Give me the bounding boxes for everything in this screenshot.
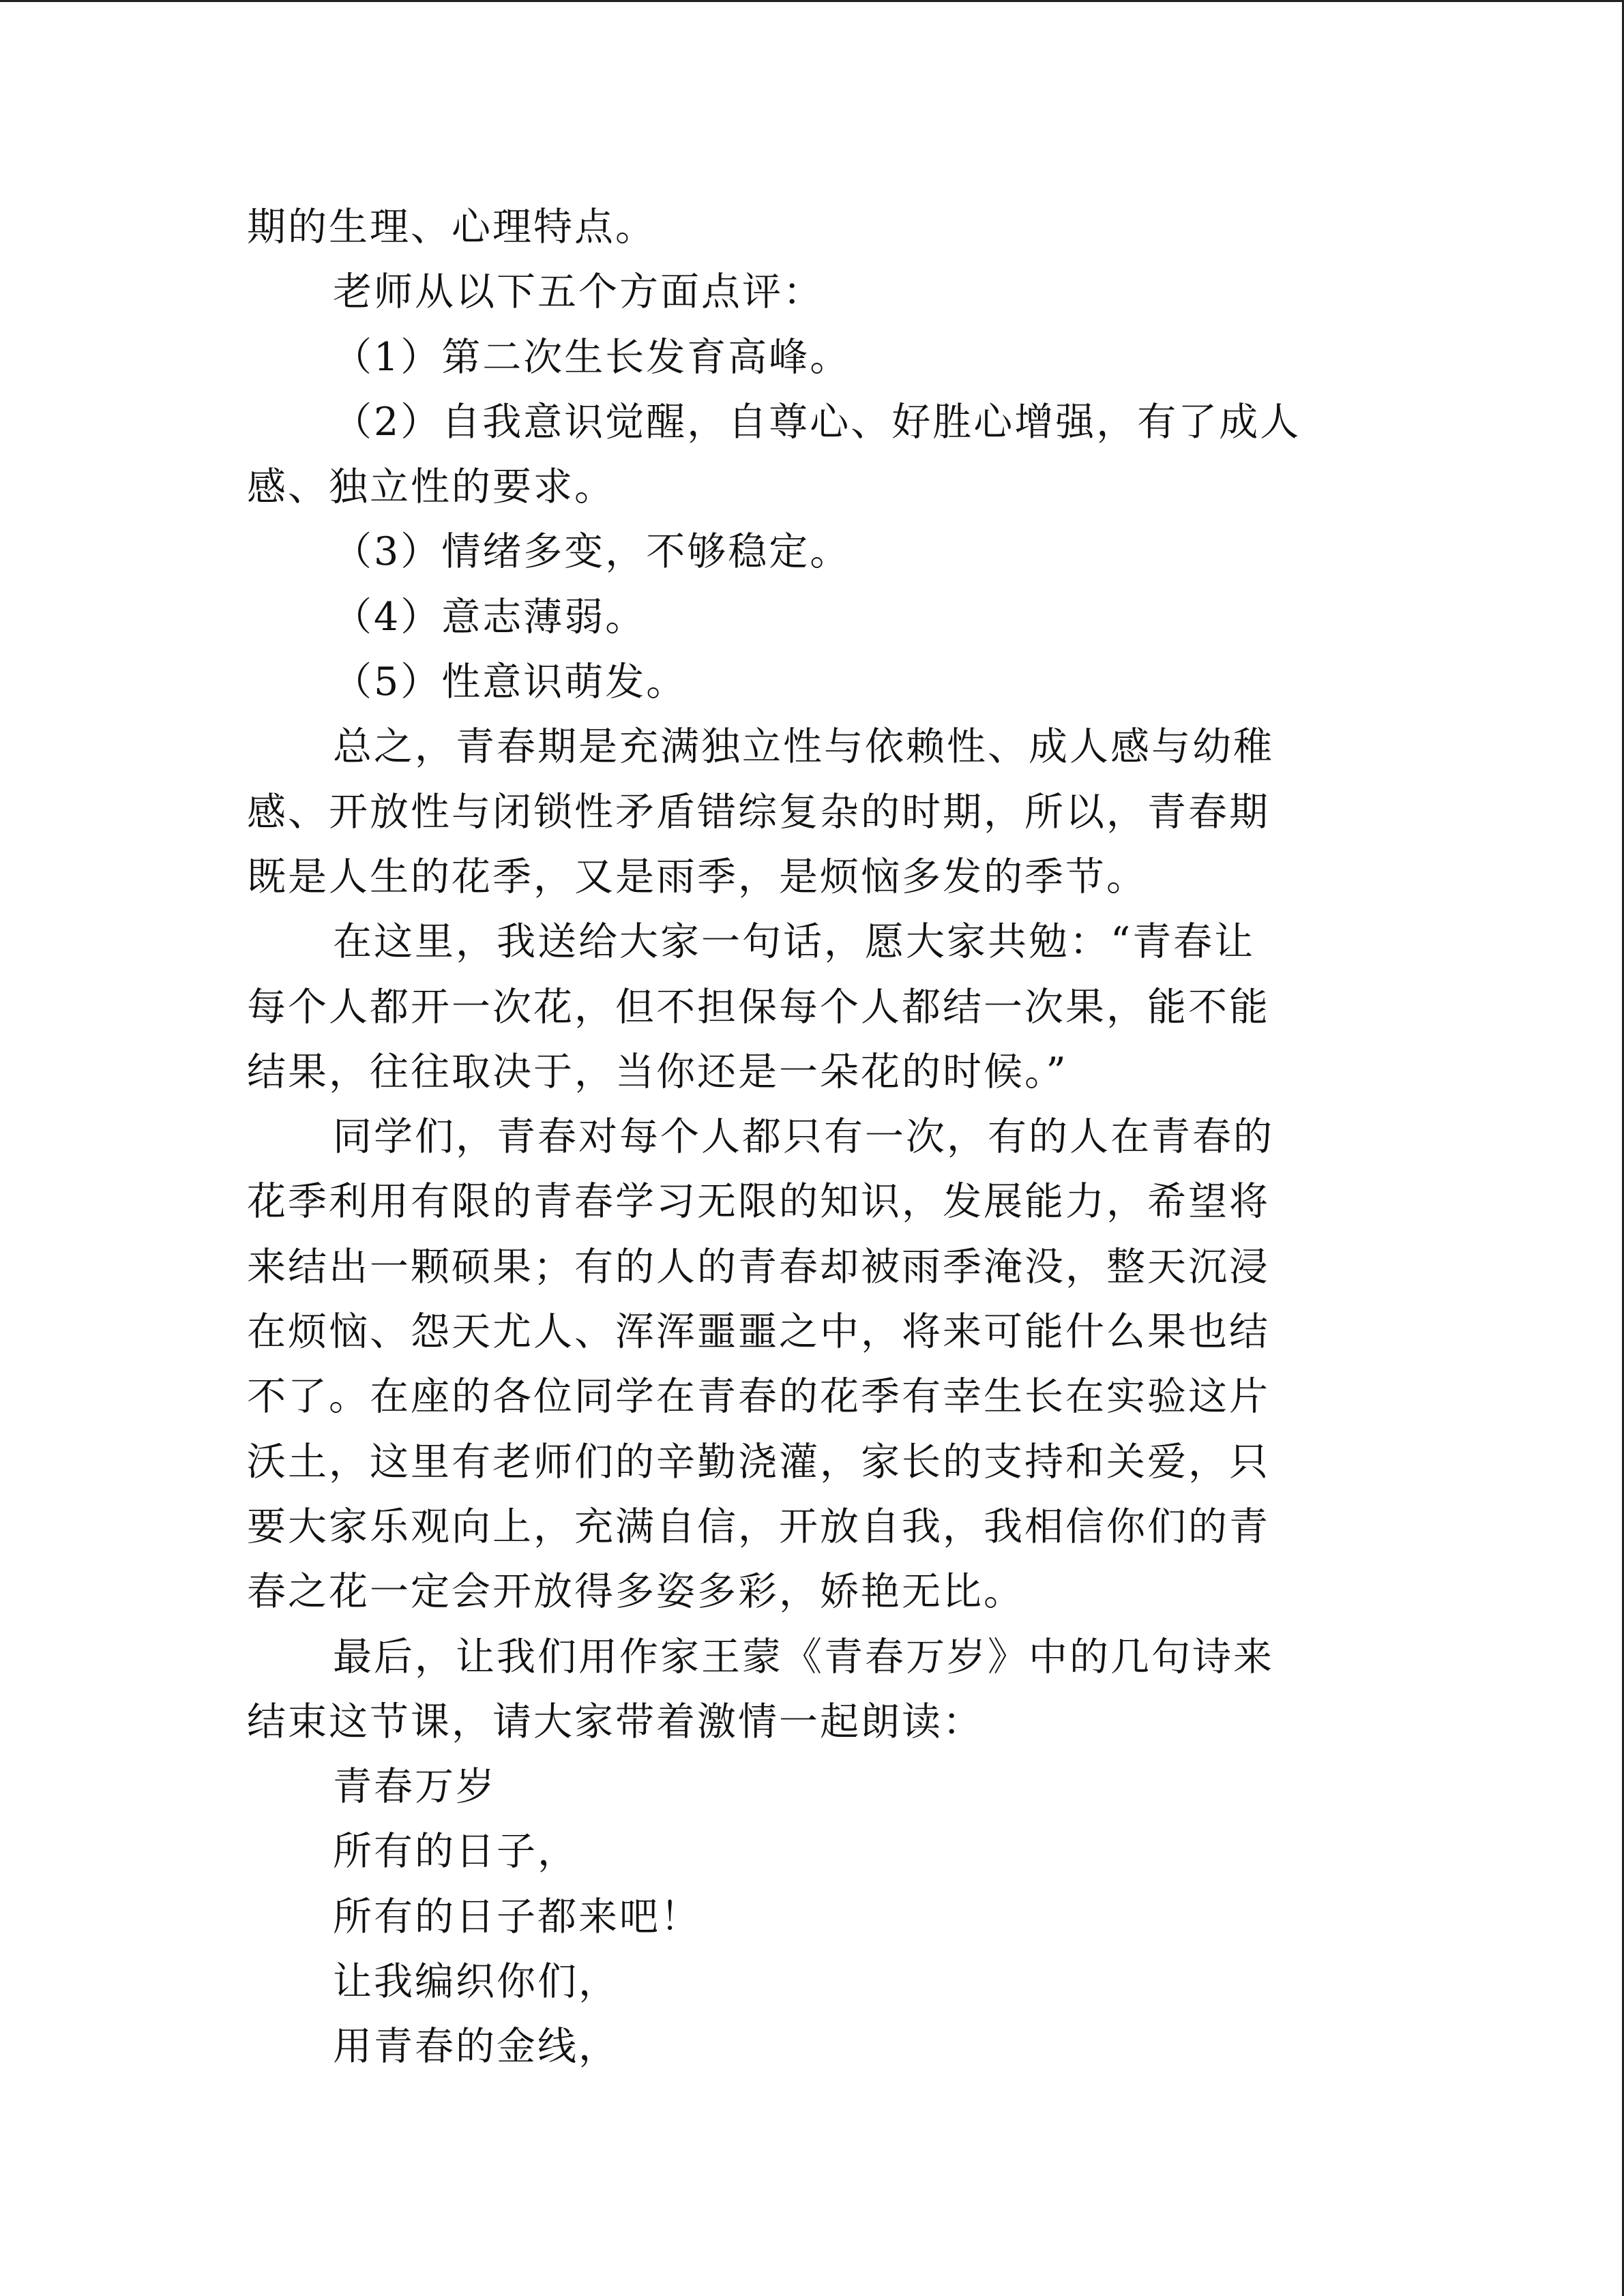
poem-line: 用青春的金线， bbox=[333, 2024, 619, 2070]
text-line: 沃土，这里有老师们的辛勤浇灌，家长的支持和关爱，只 bbox=[247, 1439, 1270, 1485]
text-line: 期的生理、心理特点。 bbox=[247, 205, 656, 250]
text-line: （5）性意识萌发。 bbox=[333, 659, 688, 705]
text-line: 不了。在座的各位同学在青春的花季有幸生长在实验这片 bbox=[247, 1374, 1270, 1420]
page-border-top bbox=[0, 0, 1624, 2]
text-line: （1）第二次生长发育高峰。 bbox=[333, 334, 851, 380]
text-line: （3）情绪多变，不够稳定。 bbox=[333, 529, 851, 575]
text-line: 要大家乐观向上，充满自信，开放自我，我相信你们的青 bbox=[247, 1504, 1270, 1549]
poem-title: 青春万岁 bbox=[333, 1764, 497, 1810]
poem-line: 所有的日子， bbox=[333, 1829, 578, 1875]
text-line: 结果，往往取决于，当你还是一朵花的时候。” bbox=[247, 1049, 1068, 1094]
text-line: 花季利用有限的青春学习无限的知识，发展能力，希望将 bbox=[247, 1179, 1270, 1225]
text-line: 老师从以下五个方面点评： bbox=[333, 269, 824, 315]
text-line: 在烦恼、怨天尤人、浑浑噩噩之中，将来可能什么果也结 bbox=[247, 1309, 1270, 1355]
text-line: 每个人都开一次花，但不担保每个人都结一次果，能不能 bbox=[247, 984, 1270, 1030]
text-line: （4）意志薄弱。 bbox=[333, 594, 647, 640]
text-line: 最后，让我们用作家王蒙《青春万岁》中的几句诗来 bbox=[333, 1634, 1274, 1680]
text-line: 既是人生的花季，又是雨季，是烦恼多发的季节。 bbox=[247, 854, 1147, 899]
text-line: 来结出一颗硕果；有的人的青春却被雨季淹没，整天沉浸 bbox=[247, 1244, 1270, 1289]
poem-line: 所有的日子都来吧！ bbox=[333, 1894, 701, 1939]
text-line: 同学们，青春对每个人都只有一次，有的人在青春的 bbox=[333, 1114, 1274, 1160]
text-line: 春之花一定会开放得多姿多彩，娇艳无比。 bbox=[247, 1569, 1024, 1615]
text-line: 感、开放性与闭锁性矛盾错综复杂的时期，所以，青春期 bbox=[247, 789, 1270, 835]
text-line: 总之，青春期是充满独立性与依赖性、成人感与幼稚 bbox=[333, 724, 1274, 770]
text-line: 感、独立性的要求。 bbox=[247, 464, 615, 510]
text-line: 在这里，我送给大家一句话，愿大家共勉：“青春让 bbox=[333, 919, 1256, 965]
poem-line: 让我编织你们， bbox=[333, 1959, 619, 2005]
body-text bbox=[247, 195, 1365, 2080]
text-line: （2）自我意识觉醒，自尊心、好胜心增强，有了成人 bbox=[333, 399, 1301, 445]
text-line: 结束这节课，请大家带着激情一起朗读： bbox=[247, 1699, 984, 1744]
